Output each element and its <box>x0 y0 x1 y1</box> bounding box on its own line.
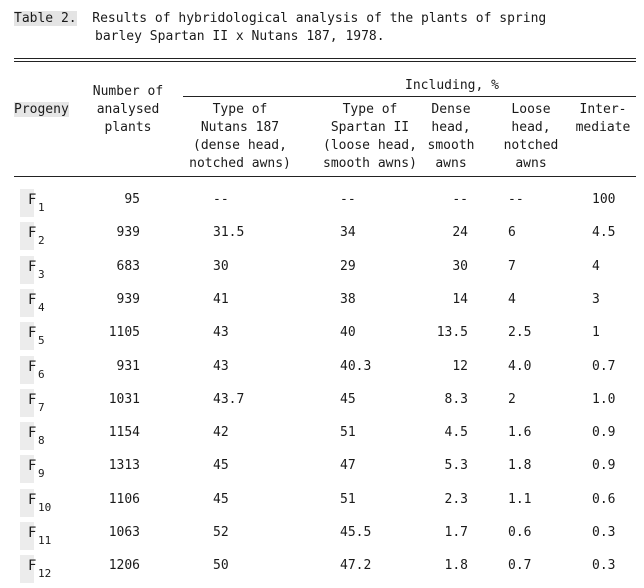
header-loose-line: notched <box>503 138 559 153</box>
cell-nutans: 31.5 <box>213 225 245 240</box>
cell-inter: 3 <box>592 292 600 307</box>
caption-line-2: barley Spartan II x Nutans 187, 1978. <box>95 29 385 44</box>
cell-spartan: 29 <box>340 259 356 274</box>
cell-inter: 0.7 <box>592 359 616 374</box>
header-dense-line: Dense <box>431 102 471 117</box>
cell-nutans: 30 <box>213 259 229 274</box>
cell-spartan: 34 <box>340 225 356 240</box>
progeny-label <box>20 558 60 588</box>
header-loose-line: Loose <box>511 102 551 117</box>
cell-inter: 0.3 <box>592 525 616 540</box>
cell-dense: 4.5 <box>444 425 468 440</box>
cell-spartan: -- <box>340 192 356 207</box>
progeny-label <box>20 392 60 422</box>
header-loose <box>496 101 566 173</box>
cell-dense: 1.8 <box>444 558 468 573</box>
header-spartan-line: Spartan II <box>330 120 410 135</box>
cell-spartan: 40 <box>340 325 356 340</box>
progeny-label <box>20 492 60 522</box>
cell-nutans: 52 <box>213 525 229 540</box>
top-rule-double <box>14 61 636 62</box>
cell-n: 1105 <box>108 325 140 340</box>
cell-loose: 4.0 <box>508 359 532 374</box>
progeny-label <box>20 359 60 389</box>
progeny-subscript: 10 <box>38 501 52 514</box>
cell-spartan: 45.5 <box>340 525 372 540</box>
progeny-prefix: F <box>28 325 37 341</box>
cell-dense: 2.3 <box>444 492 468 507</box>
including-rule <box>183 96 636 97</box>
cell-spartan: 47 <box>340 458 356 473</box>
cell-n: 1154 <box>108 425 140 440</box>
cell-n: 1031 <box>108 392 140 407</box>
cell-dense: 5.3 <box>444 458 468 473</box>
cell-n: 1106 <box>108 492 140 507</box>
cell-spartan: 51 <box>340 425 356 440</box>
progeny-subscript: 3 <box>38 268 45 281</box>
header-number-line: plants <box>104 120 152 135</box>
progeny-label <box>20 292 60 322</box>
progeny-prefix: F <box>28 425 37 441</box>
header-dense-line: smooth <box>427 138 475 153</box>
progeny-prefix: F <box>28 492 37 508</box>
header-dense-line: awns <box>435 156 467 171</box>
header-intermediate <box>570 101 636 137</box>
header-spartan-line: Type of <box>342 102 398 117</box>
progeny-prefix: F <box>28 192 37 208</box>
cell-dense: 12 <box>452 359 468 374</box>
cell-n: 939 <box>116 225 140 240</box>
cell-loose: 4 <box>508 292 516 307</box>
cell-loose: 0.6 <box>508 525 532 540</box>
progeny-subscript: 12 <box>38 567 52 580</box>
cell-dense: 14 <box>452 292 468 307</box>
cell-nutans: -- <box>213 192 229 207</box>
cell-spartan: 40.3 <box>340 359 372 374</box>
header-spartan-line: smooth awns) <box>323 156 417 171</box>
cell-inter: 1.0 <box>592 392 616 407</box>
header-dense <box>420 101 482 173</box>
cell-dense: 24 <box>452 225 468 240</box>
cell-loose: 2 <box>508 392 516 407</box>
cell-loose: 0.7 <box>508 558 532 573</box>
cell-loose: 2.5 <box>508 325 532 340</box>
cell-inter: 4 <box>592 259 600 274</box>
progeny-label <box>20 458 60 488</box>
cell-dense: 30 <box>452 259 468 274</box>
progeny-prefix: F <box>28 458 37 474</box>
header-nutans-line: (dense head, <box>193 138 287 153</box>
header-loose-line: head, <box>511 120 551 135</box>
progeny-prefix: F <box>28 359 37 375</box>
progeny-prefix: F <box>28 525 37 541</box>
cell-loose: 1.8 <box>508 458 532 473</box>
header-spartan-line: (loose head, <box>323 138 417 153</box>
cell-nutans: 43.7 <box>213 392 245 407</box>
progeny-prefix: F <box>28 392 37 408</box>
cell-spartan: 38 <box>340 292 356 307</box>
progeny-prefix: F <box>28 225 37 241</box>
cell-loose: -- <box>508 192 524 207</box>
header-loose-line: awns <box>515 156 547 171</box>
header-dense-line: head, <box>431 120 471 135</box>
cell-loose: 7 <box>508 259 516 274</box>
progeny-label <box>20 225 60 255</box>
cell-n: 1313 <box>108 458 140 473</box>
cell-inter: 0.9 <box>592 425 616 440</box>
progeny-subscript: 5 <box>38 334 45 347</box>
header-progeny-label: Progeny <box>14 102 69 117</box>
header-number-line: analysed <box>96 102 160 117</box>
progeny-subscript: 4 <box>38 301 45 314</box>
cell-inter: 1 <box>592 325 600 340</box>
cell-nutans: 45 <box>213 458 229 473</box>
cell-nutans: 43 <box>213 359 229 374</box>
caption-line-1: Results of hybridological analysis of the plants of spring <box>92 11 547 26</box>
header-inter-line: Inter- <box>579 102 627 117</box>
cell-nutans: 41 <box>213 292 229 307</box>
cell-dense: 8.3 <box>444 392 468 407</box>
cell-n: 1206 <box>108 558 140 573</box>
table-caption <box>14 10 546 46</box>
header-including: Including, % <box>405 78 499 93</box>
cell-dense: -- <box>452 192 468 207</box>
header-nutans-line: notched awns) <box>189 156 291 171</box>
header-rule <box>14 176 636 177</box>
cell-nutans: 42 <box>213 425 229 440</box>
cell-n: 683 <box>116 259 140 274</box>
progeny-subscript: 9 <box>38 467 45 480</box>
cell-spartan: 47.2 <box>340 558 372 573</box>
progeny-label <box>20 525 60 555</box>
cell-n: 931 <box>116 359 140 374</box>
progeny-subscript: 6 <box>38 368 45 381</box>
progeny-label <box>20 425 60 455</box>
progeny-subscript: 1 <box>38 201 45 214</box>
cell-inter: 100 <box>592 192 616 207</box>
progeny-prefix: F <box>28 558 37 574</box>
cell-inter: 0.6 <box>592 492 616 507</box>
progeny-subscript: 8 <box>38 434 45 447</box>
cell-inter: 0.9 <box>592 458 616 473</box>
cell-spartan: 51 <box>340 492 356 507</box>
cell-nutans: 45 <box>213 492 229 507</box>
cell-inter: 0.3 <box>592 558 616 573</box>
cell-n: 1063 <box>108 525 140 540</box>
cell-nutans: 50 <box>213 558 229 573</box>
progeny-prefix: F <box>28 292 37 308</box>
progeny-subscript: 7 <box>38 401 45 414</box>
header-number-line: Number of <box>92 84 164 99</box>
header-nutans-line: Type of <box>212 102 268 117</box>
progeny-label <box>20 192 60 222</box>
header-nutans-line: Nutans 187 <box>200 120 280 135</box>
header-nutans <box>185 101 295 173</box>
cell-loose: 6 <box>508 225 516 240</box>
cell-n: 95 <box>124 192 140 207</box>
cell-loose: 1.1 <box>508 492 532 507</box>
cell-spartan: 45 <box>340 392 356 407</box>
header-number <box>78 83 178 137</box>
header-progeny <box>14 101 69 119</box>
top-rule <box>14 58 636 59</box>
cell-dense: 13.5 <box>436 325 468 340</box>
progeny-label <box>20 325 60 355</box>
progeny-prefix: F <box>28 259 37 275</box>
table-label: Table 2. <box>14 11 77 26</box>
cell-loose: 1.6 <box>508 425 532 440</box>
progeny-subscript: 2 <box>38 234 45 247</box>
cell-nutans: 43 <box>213 325 229 340</box>
cell-inter: 4.5 <box>592 225 616 240</box>
header-spartan <box>322 101 418 173</box>
cell-n: 939 <box>116 292 140 307</box>
cell-dense: 1.7 <box>444 525 468 540</box>
progeny-label <box>20 259 60 289</box>
header-inter-line: mediate <box>575 120 631 135</box>
progeny-subscript: 11 <box>38 534 52 547</box>
